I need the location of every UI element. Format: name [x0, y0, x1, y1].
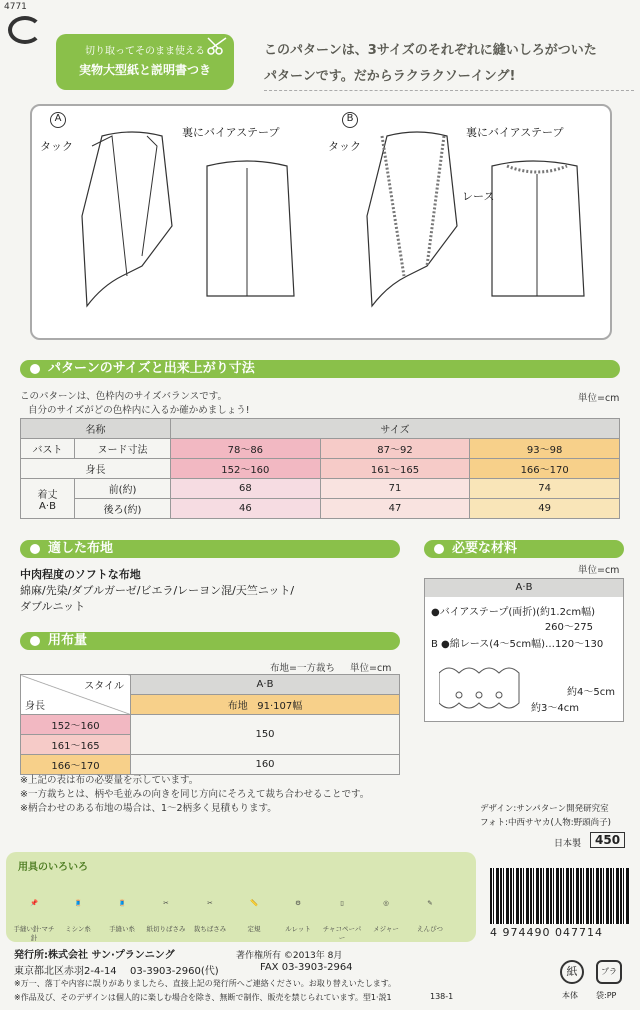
footer-address: 東京都北区赤羽2-4-14 — [14, 966, 117, 977]
tool-fabric-scissors — [188, 882, 232, 933]
size-bust-label: バスト — [21, 439, 75, 459]
size-cell: 74 — [470, 479, 620, 499]
yardage-section-title — [20, 632, 400, 650]
tool-label: 手縫い糸 — [109, 925, 135, 933]
tool-label: ルレット — [285, 925, 311, 933]
yardage-value-150: 150 — [131, 715, 400, 755]
yardage-unit: 単位=cm — [350, 663, 392, 674]
made-in: 日本製 — [554, 839, 582, 849]
yardage-note3: ※柄合わせのある布地の場合は、1〜2柄多く見積もります。 — [20, 803, 277, 814]
garment-drawings — [32, 106, 614, 342]
yardage-fabric-label: 布地 — [227, 701, 248, 712]
size-cell: 152〜160 — [171, 459, 321, 479]
size-section-title-text: パターンのサイズと出来上がり寸法 — [48, 361, 255, 376]
size-cell: 93〜98 — [470, 439, 620, 459]
tools-box — [6, 852, 476, 942]
size-header-name: 名称 — [21, 419, 171, 439]
tool-pencil — [408, 882, 452, 933]
yardage-style-value: A·B — [131, 675, 400, 695]
tool-label: チャコペーパー — [322, 925, 362, 942]
size-back-label: 後ろ(約) — [75, 499, 171, 519]
tool-label: 紙切りばさみ — [146, 925, 186, 933]
size-length-label — [21, 479, 75, 519]
footer-publisher: 発行所:株式会社 サン·プランニング — [14, 950, 175, 961]
size-note1: このパターンは、色枠内のサイズバランスです。 — [20, 391, 228, 402]
product-code: 4771 — [4, 2, 27, 12]
paper-recycle-icon: 紙 — [560, 960, 584, 984]
garment-illustrations — [30, 104, 612, 340]
size-cell: 47 — [320, 499, 470, 519]
size-header-size: サイズ — [171, 419, 620, 439]
scissors-icon — [206, 36, 230, 56]
body-label: 本体 — [562, 991, 578, 1000]
scissors-icon: ✂ — [207, 899, 213, 907]
headline-line2: パターンです。だからラクラクソーイング! — [264, 69, 516, 84]
credit-design: デザイン:サンパターン開発研究室 — [480, 804, 609, 814]
plastic-recycle-icon: プラ — [596, 960, 622, 984]
yardage-row-height: 152〜160 — [21, 715, 131, 735]
tool-paper-scissors — [144, 882, 188, 933]
size-height-label: 身長 — [21, 459, 171, 479]
scissors-icon: ✂ — [163, 899, 169, 907]
materials-item1: ●バイアステープ(両折)(約1.2cm幅) — [431, 607, 596, 618]
spool-icon: 🧵 — [117, 899, 127, 907]
size-cell: 166〜170 — [470, 459, 620, 479]
headline-line1: このパターンは、3サイズのそれぞれに縫いしろがついた — [264, 43, 597, 58]
tool-sewing-thread — [56, 882, 100, 933]
size-length-ab: A·B — [39, 500, 56, 512]
size-note2: 自分のサイズがどの色枠内に入るか確かめましょう! — [28, 405, 250, 416]
tool-label: 裁ちばさみ — [193, 925, 227, 933]
chalk-paper-icon: ▯ — [340, 899, 344, 907]
size-cell: 68 — [171, 479, 321, 499]
yardage-row-height: 161〜165 — [21, 735, 131, 755]
footer-copyright: 著作権所有 ©2013年 8月 — [236, 951, 343, 961]
size-cell: 161〜165 — [320, 459, 470, 479]
size-cell: 71 — [320, 479, 470, 499]
lace-icon — [439, 663, 529, 713]
tool-label: 定規 — [247, 925, 261, 933]
footer-note2: ※作品及び、そのデザインは個人的に楽しむ場合を除き、無断で制作、販売を禁じられています。型1·説1 — [14, 993, 392, 1002]
materials-item2: B ●綿レース(4〜5cm幅)…120〜130 — [431, 639, 604, 650]
brand-logo — [8, 16, 42, 44]
cut-badge-line1: 切り取ってそのまま使える — [85, 46, 205, 57]
tool-chalk-paper — [320, 882, 364, 942]
tools-title: 用具のいろいろ — [18, 862, 88, 873]
bag-label: 袋:PP — [596, 991, 617, 1000]
footer-fax: FAX 03-3903-2964 — [260, 962, 353, 973]
materials-section-title — [424, 540, 624, 558]
fabric-subtitle: 中肉程度のソフトな布地 — [20, 568, 141, 581]
size-cell: 49 — [470, 499, 620, 519]
tool-label: 手縫い針·マチ針 — [13, 925, 55, 942]
tool-ruler — [232, 882, 276, 933]
pencil-icon: ✎ — [427, 899, 433, 907]
price: 450 — [590, 832, 625, 848]
yardage-height-label: 身長 — [25, 701, 45, 712]
tracing-wheel-icon: ⚙ — [295, 899, 301, 907]
tape-measure-icon: ◎ — [383, 899, 389, 907]
cut-badge — [56, 34, 234, 90]
footer-code: 138-1 — [430, 992, 454, 1001]
yardage-fabric-width-text: 91·107幅 — [257, 701, 303, 712]
yardage-fabric-info: 布地=一方裁ち — [270, 663, 335, 674]
materials-unit: 単位=cm — [578, 565, 620, 576]
yardage-section-title-text: 用布量 — [48, 633, 88, 648]
materials-dim1: 約4〜5cm — [567, 687, 615, 698]
tool-hand-thread — [100, 882, 144, 933]
yardage-table — [20, 674, 400, 775]
size-cell: 78〜86 — [171, 439, 321, 459]
barcode-number: 4 974490 047714 — [490, 926, 603, 939]
materials-item1-value: 260〜275 — [544, 622, 593, 633]
yardage-note1: ※上記の表は布の必要量を示しています。 — [20, 775, 199, 786]
yardage-style-label: スタイル — [84, 681, 124, 692]
tool-label: ミシン糸 — [65, 925, 91, 933]
tool-label: メジャー — [373, 925, 399, 933]
size-length-text: 着丈 — [37, 489, 58, 501]
yardage-row-height: 166〜170 — [21, 755, 131, 775]
lace-label: レース — [462, 190, 495, 203]
size-unit: 単位=cm — [578, 393, 620, 404]
ruler-icon: 📏 — [249, 899, 259, 907]
yardage-note2: ※一方裁ちとは、柄や毛並みの向きを同じ方向にそろえて裁ち合わせることです。 — [20, 789, 370, 800]
size-nude-label: ヌード寸法 — [75, 439, 171, 459]
fabric-line1: 綿麻/先染/ダブルガーゼ/ビエラ/レーヨン混/天竺ニット/ — [20, 584, 295, 597]
style-b-label: B — [342, 112, 358, 128]
spool-icon: 🧵 — [73, 899, 83, 907]
materials-box — [424, 578, 624, 722]
fabric-section-title-text: 適した布地 — [48, 541, 114, 556]
bias-label-b: 裏にバイアステープ — [466, 126, 564, 139]
style-a-label: A — [50, 112, 66, 128]
credit-photo: フォト:中西サヤカ(人物:野頭尚子) — [480, 818, 611, 828]
tuck-label-b: タック — [328, 140, 361, 153]
tool-label: えんぴつ — [417, 925, 443, 933]
materials-dim2: 約3〜4cm — [531, 703, 579, 714]
tool-measure — [364, 882, 408, 933]
size-front-label: 前(約) — [75, 479, 171, 499]
size-cell: 46 — [171, 499, 321, 519]
size-section-title — [20, 360, 620, 378]
needle-icon: 📌 — [29, 899, 39, 907]
fabric-line2: ダブルニット — [20, 600, 86, 613]
tool-tracing-wheel — [276, 882, 320, 933]
footer-note1: ※万一、落丁や内容に誤りがありましたら、直接上記の発行所へご連絡ください。お取り替えいたします。 — [14, 979, 397, 988]
size-cell: 87〜92 — [320, 439, 470, 459]
materials-section-title-text: 必要な材料 — [452, 541, 518, 556]
size-table — [20, 418, 620, 519]
yardage-value-160: 160 — [131, 755, 400, 775]
tool-needle — [12, 882, 56, 942]
yardage-corner — [21, 675, 131, 715]
headline — [264, 38, 634, 91]
bias-label-a: 裏にバイアステープ — [182, 126, 280, 139]
yardage-fabric-width — [131, 695, 400, 715]
fabric-section-title — [20, 540, 400, 558]
tuck-label-a: タック — [40, 140, 73, 153]
cut-badge-line2: 実物大型紙と説明書つき — [78, 63, 211, 77]
footer-phone: 03-3903-2960(代) — [130, 966, 219, 977]
barcode — [490, 868, 630, 924]
materials-header: A·B — [425, 579, 623, 597]
